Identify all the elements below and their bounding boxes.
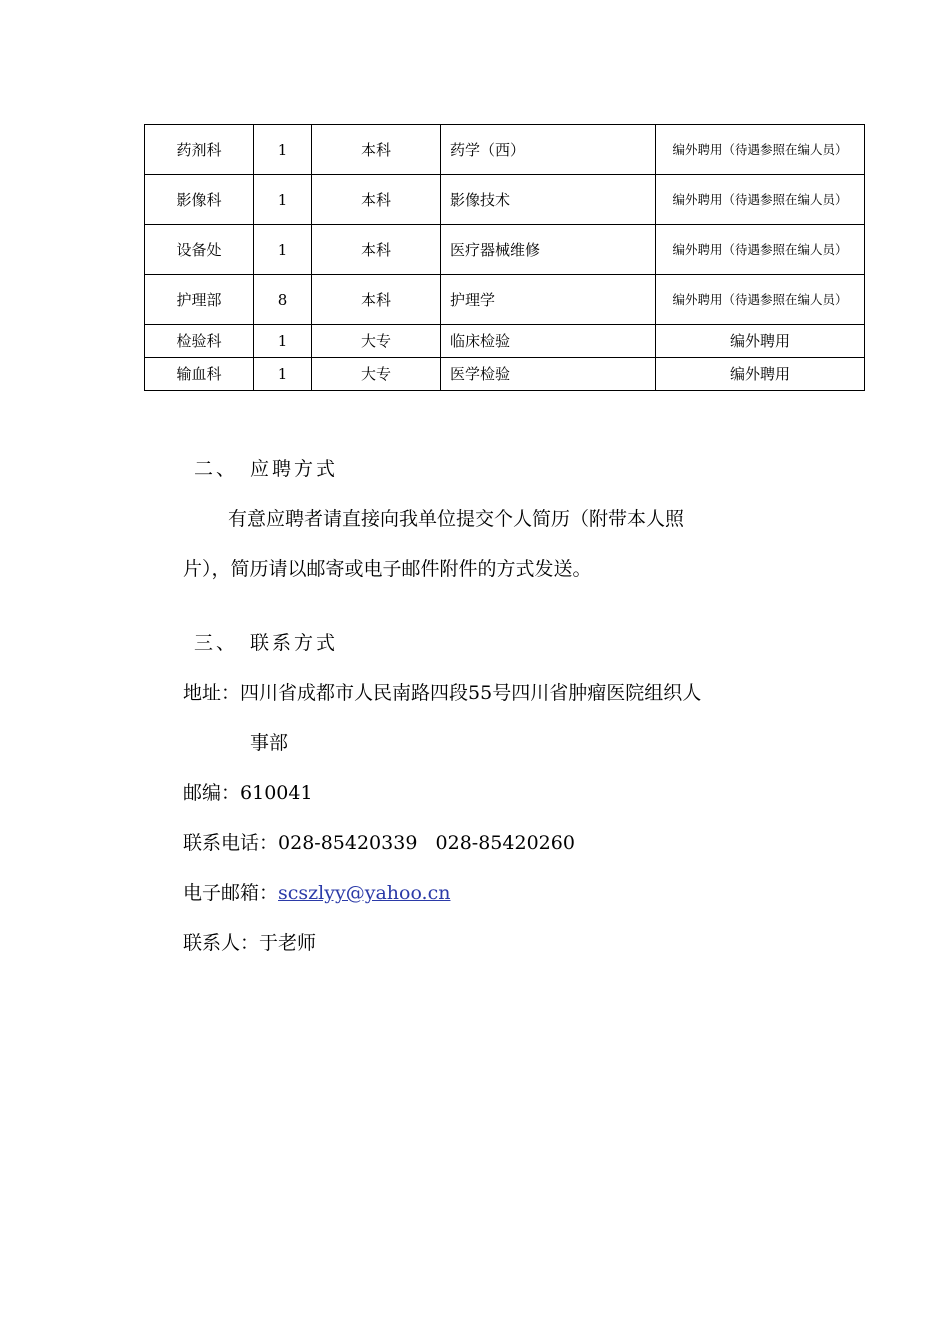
education-cell: 本科 xyxy=(312,175,441,225)
address-line-2: 事部 xyxy=(250,732,289,754)
address-line-1 xyxy=(183,681,701,705)
contact-value: 于老师 xyxy=(259,932,317,954)
major-cell: 临床检验 xyxy=(441,325,656,358)
major-cell: 护理学 xyxy=(441,275,656,325)
major-cell: 影像技术 xyxy=(441,175,656,225)
count-cell: 8 xyxy=(254,275,312,325)
education-cell: 大专 xyxy=(312,325,441,358)
education-cell: 大专 xyxy=(312,358,441,391)
major-cell: 医学检验 xyxy=(441,358,656,391)
section-2-paragraph-line-1: 有意应聘者请直接向我单位提交个人简历（附带本人照 xyxy=(228,508,685,530)
positions-table xyxy=(144,124,865,391)
education-cell: 本科 xyxy=(312,125,441,175)
postcode-label: 邮编： xyxy=(183,782,241,804)
section-3-title: 联系方式 xyxy=(250,632,339,654)
dept-cell: 输血科 xyxy=(145,358,254,391)
table-row xyxy=(145,358,865,391)
section-3-heading xyxy=(194,631,338,655)
email-line xyxy=(183,881,450,905)
employment-type-cell: 编外聘用（待遇参照在编人员） xyxy=(656,275,865,325)
major-cell: 药学（西） xyxy=(441,125,656,175)
dept-cell: 影像科 xyxy=(145,175,254,225)
employment-type-cell: 编外聘用（待遇参照在编人员） xyxy=(656,225,865,275)
count-cell: 1 xyxy=(254,358,312,391)
table-row xyxy=(145,325,865,358)
count-cell: 1 xyxy=(254,125,312,175)
positions-table-body xyxy=(145,125,865,391)
employment-type-cell: 编外聘用（待遇参照在编人员） xyxy=(656,125,865,175)
education-cell: 本科 xyxy=(312,225,441,275)
address-label: 地址： xyxy=(183,682,241,704)
email-link[interactable]: scszlyy@yahoo.cn xyxy=(278,882,451,904)
dept-cell: 护理部 xyxy=(145,275,254,325)
contact-line xyxy=(183,931,316,955)
section-2-title: 应聘方式 xyxy=(250,458,339,480)
phone-value: 028-85420339 028-85420260 xyxy=(278,832,575,854)
count-cell: 1 xyxy=(254,175,312,225)
contact-label: 联系人： xyxy=(183,932,260,954)
dept-cell: 设备处 xyxy=(145,225,254,275)
email-label: 电子邮箱： xyxy=(183,882,279,904)
employment-type-cell: 编外聘用（待遇参照在编人员） xyxy=(656,175,865,225)
employment-type-cell: 编外聘用 xyxy=(656,325,865,358)
table-row xyxy=(145,225,865,275)
section-3-number: 三、 xyxy=(194,632,239,654)
phone-line xyxy=(183,831,575,855)
table-row xyxy=(145,175,865,225)
dept-cell: 检验科 xyxy=(145,325,254,358)
table-row xyxy=(145,125,865,175)
section-2-paragraph-line-2: 片），简历请以邮寄或电子邮件附件的方式发送。 xyxy=(183,558,592,580)
section-2-number: 二、 xyxy=(194,458,239,480)
section-2-heading xyxy=(194,457,338,481)
table-row xyxy=(145,275,865,325)
dept-cell: 药剂科 xyxy=(145,125,254,175)
phone-label: 联系电话： xyxy=(183,832,279,854)
address-value: 四川省成都市人民南路四段55号四川省肿瘤医院组织人 xyxy=(240,682,702,704)
postcode-line xyxy=(183,781,313,805)
postcode-value: 610041 xyxy=(240,782,313,804)
education-cell: 本科 xyxy=(312,275,441,325)
major-cell: 医疗器械维修 xyxy=(441,225,656,275)
count-cell: 1 xyxy=(254,225,312,275)
employment-type-cell: 编外聘用 xyxy=(656,358,865,391)
count-cell: 1 xyxy=(254,325,312,358)
